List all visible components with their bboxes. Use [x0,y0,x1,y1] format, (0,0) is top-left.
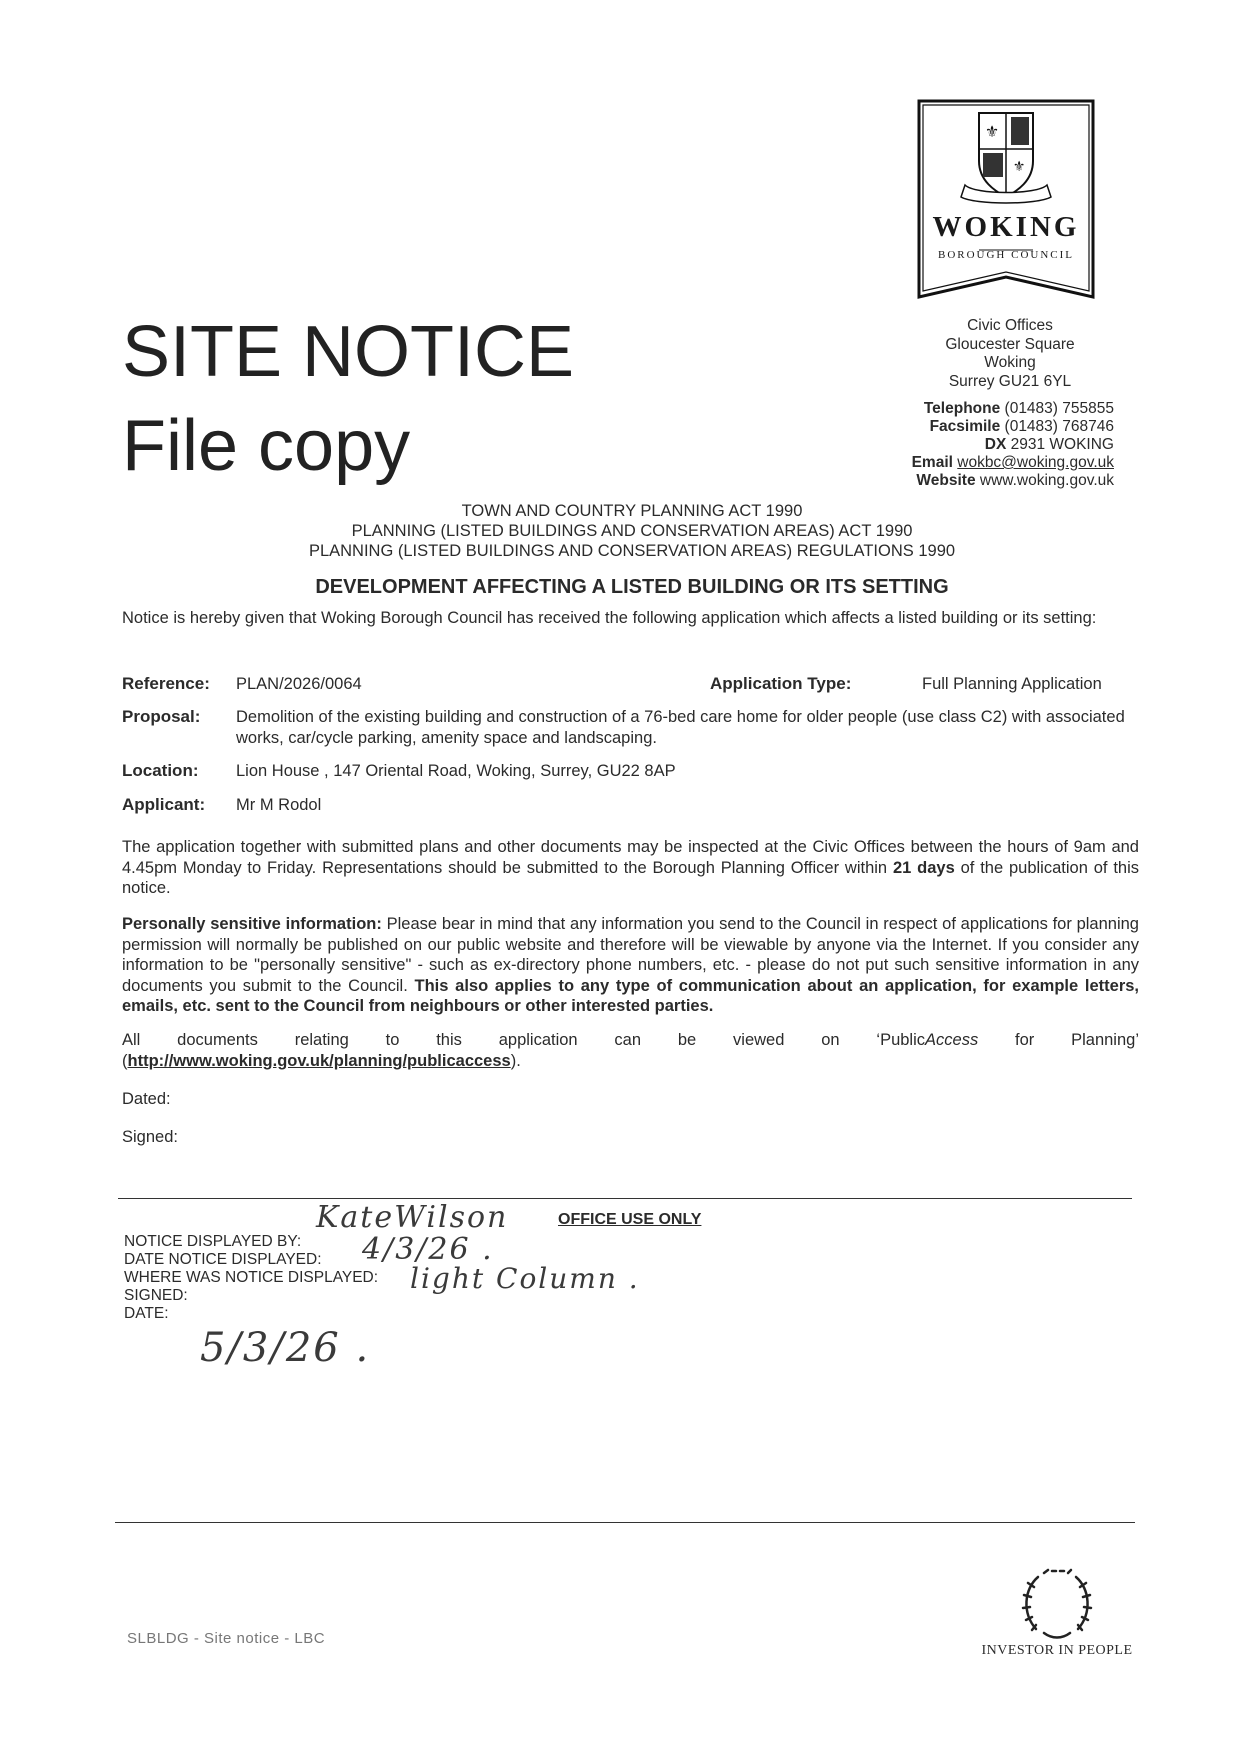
email-line [820,454,1114,472]
proposal-label: Proposal: [122,707,201,726]
office-use-label: OFFICE USE ONLY [558,1211,702,1228]
reference-label: Reference: [122,674,210,693]
facsimile-label: Facsimile [929,418,1001,435]
logo-name: WOKING [932,211,1080,243]
inspection-text: The application together with submitted plans and other documents may be inspected at the Civic Offices between the hours of 9am and 4.45pm Monday to Friday. Representations should be submitted to the Borough Planning Officer within [122,838,1139,877]
dx-label: DX [984,436,1007,453]
sensitive-info-label: Personally sensitive information: [122,915,382,933]
reference-value: PLAN/2026/0064 [236,675,362,693]
page-title: SITE NOTICE [122,312,575,392]
inspection-paragraph [122,837,1139,899]
handwritten-date-displayed: 4/3/26 . [362,1232,494,1267]
council-contact [820,400,1114,490]
email-link[interactable]: wokbc@woking.gov.uk [957,454,1114,471]
office-date-label: DATE: [124,1305,169,1322]
sensitive-info-bold: This also applies to any type of communication about an application, for example letters, emails, etc. sent to the Council from neighbours or other interested parties. [122,976,1139,1015]
access-text-mid: for Planning’ ( [122,1031,1139,1070]
svg-text:⚜: ⚜ [984,122,1000,141]
logo-frame-icon [917,99,1095,301]
inspection-text-end: of the publication of this notice. [122,858,1140,897]
act-line: PLANNING (LISTED BUILDINGS AND CONSERVATION AREAS) REGULATIONS 1990 [308,542,956,560]
email-label: Email [911,454,953,471]
address-line: Woking [984,354,1036,371]
divider [118,1198,1132,1199]
footer-code: SLBLDG - Site notice - LBC [127,1630,326,1647]
application-type-value: Full Planning Application [922,675,1102,693]
applicant-label: Applicant: [122,795,206,814]
date-displayed-label: DATE NOTICE DISPLAYED: [124,1251,322,1268]
office-signed-label: SIGNED: [124,1287,188,1304]
access-italic: Access [925,1031,979,1049]
woking-borough-council-logo [917,99,1095,301]
act-line: PLANNING (LISTED BUILDINGS AND CONSERVATION AREAS) ACT 1990 [351,522,913,540]
svg-text:⚜: ⚜ [1012,159,1026,175]
handwritten-location: light Column . [410,1262,640,1295]
website-label: Website [916,472,976,489]
dated-label: Dated: [122,1090,171,1108]
dx-line [820,436,1114,454]
facsimile-value: (01483) 768746 [1004,418,1114,435]
applicant-value: Mr M Rodol [236,796,322,814]
logo-subtitle: BOROUGH COUNCIL [937,249,1075,261]
where-displayed-label: WHERE WAS NOTICE DISPLAYED: [124,1269,379,1286]
proposal-value: Demolition of the existing building and construction of a 76-bed care home for older people (use class C2) with associated works, car/cycle parking, amenity space and landscaping. [236,708,1125,747]
telephone-value: (01483) 755855 [1004,400,1114,417]
sensitive-info-paragraph [122,914,1139,1017]
investor-in-people-logo [968,1565,1146,1685]
location-value: Lion House , 147 Oriental Road, Woking, Surrey, GU22 8AP [236,762,676,780]
page-subtitle: File copy [122,406,411,486]
intro-paragraph: Notice is hereby given that Woking Borough Council has received the following application which affects a listed building or its setting: [122,609,1097,627]
telephone-label: Telephone [923,400,1001,417]
sensitive-info-text: Please bear in mind that any information you send to the Council in respect of applications for planning permission will normally be published on our public website and therefore will be viewable by anyone via the Internet. If you consider any information to be "personally sensitive" - such as ex-directory phone numbers, etc. - please do not put such sensitive information in any documents you submit to the Council. [122,915,1139,995]
office-use-fields [124,1233,378,1323]
investor-in-people-text: INVESTOR IN PEOPLE [981,1643,1133,1658]
inspection-days: 21 days [892,858,955,877]
handwritten-displayed-by: KateWilson [316,1200,509,1235]
facsimile-line [820,418,1114,436]
address-line: Civic Offices [967,317,1053,334]
access-text-end: ). [510,1051,521,1070]
council-address [880,317,1140,391]
website-value: www.woking.gov.uk [979,472,1114,489]
address-line: Surrey GU21 6YL [948,372,1072,390]
signed-label: Signed: [122,1128,178,1146]
address-line: Gloucester Square [945,335,1075,353]
laurel-wreath-icon [968,1565,1146,1645]
divider [115,1522,1135,1523]
telephone-line [820,400,1114,418]
act-line: TOWN AND COUNTRY PLANNING ACT 1990 [461,502,803,520]
website-line [820,472,1114,490]
displayed-by-label: NOTICE DISPLAYED BY: [124,1233,302,1250]
legislation-list [122,501,1142,561]
notice-heading: DEVELOPMENT AFFECTING A LISTED BUILDING OR ITS SETTING [315,576,949,598]
public-access-link[interactable]: http://www.woking.gov.uk/planning/publicaccess [127,1051,511,1070]
handwritten-date: 5/3/26 . [200,1325,371,1371]
dx-value: 2931 WOKING [1010,436,1114,453]
access-paragraph [122,1030,1139,1071]
location-label: Location: [122,761,199,780]
application-type-label: Application Type: [710,674,852,693]
access-text: All documents relating to this application can be viewed on ‘Public [122,1031,926,1049]
